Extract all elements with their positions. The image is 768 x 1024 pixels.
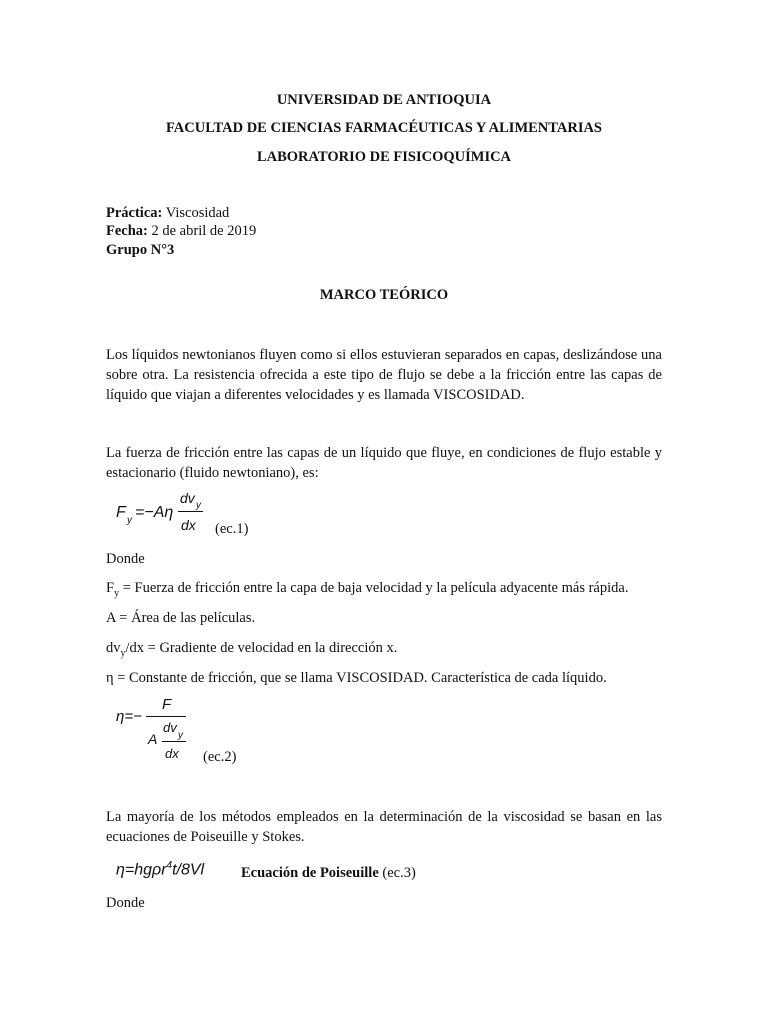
definition-gradient: $dv_y/dx$ = Gradiente de velocidad en la dirección x.	[106, 640, 398, 659]
lab-title: LABORATORIO DE FISICOQUÍMICA	[256, 149, 512, 165]
equation-3-caption	[241, 865, 416, 882]
section-title: MARCO TEÓRICO	[319, 287, 449, 303]
equation-3: η=hgρr$^4$t/8Vl	[116, 860, 205, 879]
paragraph-methods: La mayoría de los métodos empleados en la determinación de la viscosidad se basan en las ecuaciones de Poiseuille y Stokes.	[106, 809, 662, 845]
poiseuille-name: Ecuación de Poiseuille	[241, 865, 379, 881]
practica-line	[106, 205, 229, 222]
equation-1: F y =−Aη dv y dx	[116, 490, 201, 533]
equation-3-label: (ec.3)	[382, 865, 416, 881]
practica-value: Viscosidad	[165, 205, 230, 221]
practica-label: Práctica:	[106, 205, 163, 221]
equation-1-label: (ec.1)	[215, 521, 249, 537]
equation-2-label: (ec.2)	[203, 749, 237, 765]
fecha-line	[106, 223, 256, 240]
equation-2: η=− F A dv y dx	[116, 696, 236, 766]
paragraph-friction-force: La fuerza de fricción entre las capas de un líquido que fluye, en condiciones de flujo estable y estacionario (fluido newtoniano), es:	[106, 445, 662, 481]
fecha-label: Fecha:	[106, 223, 148, 239]
fecha-value: 2 de abril de 2019	[151, 223, 257, 239]
university-title: UNIVERSIDAD DE ANTIOQUIA	[276, 92, 492, 108]
donde-label-2: Donde	[106, 895, 145, 911]
paragraph-viscosity-intro: Los líquidos newtonianos fluyen como si ellos estuvieran separados en capas, deslizándose una sobre otra. La resistencia ofrecida a este tipo de flujo se debe a la fricción entre las capas de líquido que viajan a diferentes velocidades y es llamada VISCOSIDAD.	[106, 347, 662, 403]
faculty-title: FACULTAD DE CIENCIAS FARMACÉUTICAS Y ALIMENTARIAS	[166, 120, 602, 136]
definition-eta: η = Constante de fricción, que se llama VISCOSIDAD. Característica de cada líquido.	[106, 670, 607, 686]
donde-label-1: Donde	[106, 551, 145, 567]
definition-area: A = Área de las películas.	[106, 610, 256, 626]
grupo-line: Grupo N°3	[106, 242, 175, 258]
definition-fy: $F_y$ = Fuerza de fricción entre la capa de baja velocidad y la película adyacente más rápida.	[106, 580, 629, 599]
